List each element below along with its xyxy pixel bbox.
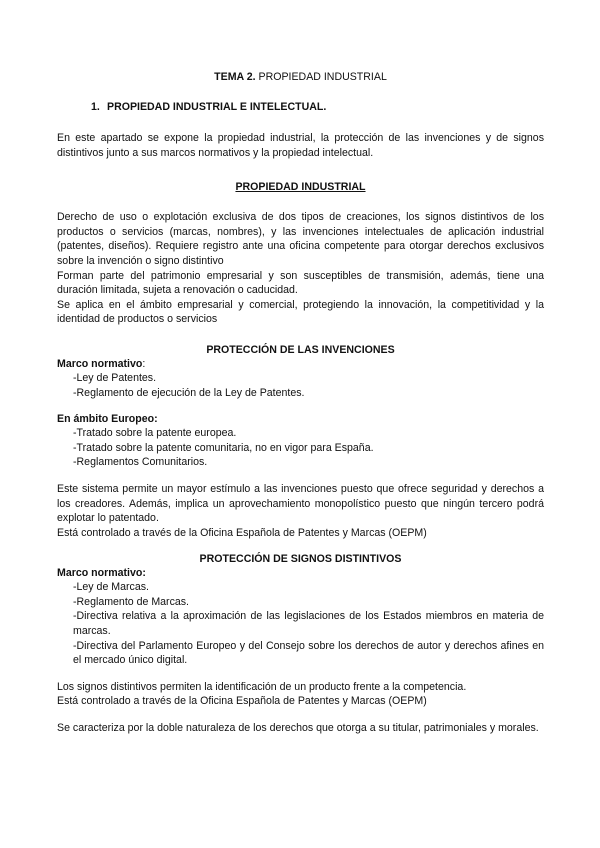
intro-paragraph: En este apartado se expone la propiedad industrial, la protección de las invenciones y de signos distintivos junto a sus marcos normativos y la propiedad intelectual. xyxy=(57,132,544,159)
heading-propiedad-industrial: PROPIEDAD INDUSTRIAL xyxy=(235,181,366,194)
sig-paragraph-2: Está controlado a través de la Oficina Española de Patentes y Marcas (OEPM) xyxy=(57,695,427,708)
sig-paragraph-1: Los signos distintivos permiten la identificación de un producto frente a la competencia. xyxy=(57,680,467,693)
inv-marco-list xyxy=(57,371,544,400)
list-item: -Tratado sobre la patente europea. xyxy=(73,427,237,440)
pi-paragraph-3: Se aplica en el ámbito empresarial y comercial, protegiendo la innovación, la competitividad y la identidad de productos o servicios xyxy=(57,298,544,326)
list-item: -Ley de Marcas. xyxy=(73,581,149,594)
list-item: -Reglamento de ejecución de la Ley de Patentes. xyxy=(73,386,305,399)
document-title xyxy=(57,70,544,85)
section-heading xyxy=(57,100,544,114)
section-title: PROPIEDAD INDUSTRIAL E INTELECTUAL. xyxy=(107,101,327,113)
pi-paragraph-2: Forman parte del patrimonio empresarial y son susceptibles de transmisión, además, tiene una duración limitada, sujeta a renovación o caducidad. xyxy=(57,269,544,297)
document-page xyxy=(57,70,544,736)
list-item: -Ley de Patentes. xyxy=(73,371,157,384)
inv-paragraph-2: Está controlado a través de la Oficina Española de Patentes y Marcas (OEPM) xyxy=(57,526,427,539)
inv-europa-label: En ámbito Europeo: xyxy=(57,413,158,426)
sig-marco-list xyxy=(57,580,544,668)
list-item: -Reglamento de Marcas. xyxy=(73,595,189,608)
list-item: -Reglamentos Comunitarios. xyxy=(73,456,208,469)
inv-marco-label: Marco normativo: xyxy=(57,357,146,370)
title-bold: TEMA 2. xyxy=(214,71,256,83)
section-number: 1. xyxy=(91,101,100,113)
list-item: -Directiva relativa a la aproximación de las legislaciones de los Estados miembros en materia de marcas. xyxy=(73,610,544,638)
inv-europa-list xyxy=(57,426,544,470)
title-rest: PROPIEDAD INDUSTRIAL xyxy=(255,71,387,83)
sig-marco-label: Marco normativo: xyxy=(57,567,146,580)
pi-paragraph-1: Derecho de uso o explotación exclusiva de dos tipos de creaciones, los signos distintivos de los productos o servicios (marcas, nombres), y las invenciones intelectuales de aplicación industrial (patentes, diseños). Requiere registro ante una oficina competente para otorgar derechos exclusivos sobre la invención o signo distintivo xyxy=(57,211,544,267)
list-item: -Directiva del Parlamento Europeo y del Consejo sobre los derechos de autor y derechos afines en el mercado único digital. xyxy=(73,639,544,667)
inv-paragraph-1: Este sistema permite un mayor estímulo a las invenciones puesto que ofrece seguridad y derechos a los creadores. Además, implica un aprovechamiento monopolístico puesto que ningún tercero podrá explotar lo patentado. xyxy=(57,482,544,525)
heading-invenciones: PROTECCIÓN DE LAS INVENCIONES xyxy=(206,343,395,356)
heading-signos: PROTECCIÓN DE SIGNOS DISTINTIVOS xyxy=(199,553,402,566)
list-item: -Tratado sobre la patente comunitaria, no en vigor para España. xyxy=(73,441,374,454)
sig-paragraph-3: Se caracteriza por la doble naturaleza de los derechos que otorga a su titular, patrimoniales y morales. xyxy=(57,722,539,735)
